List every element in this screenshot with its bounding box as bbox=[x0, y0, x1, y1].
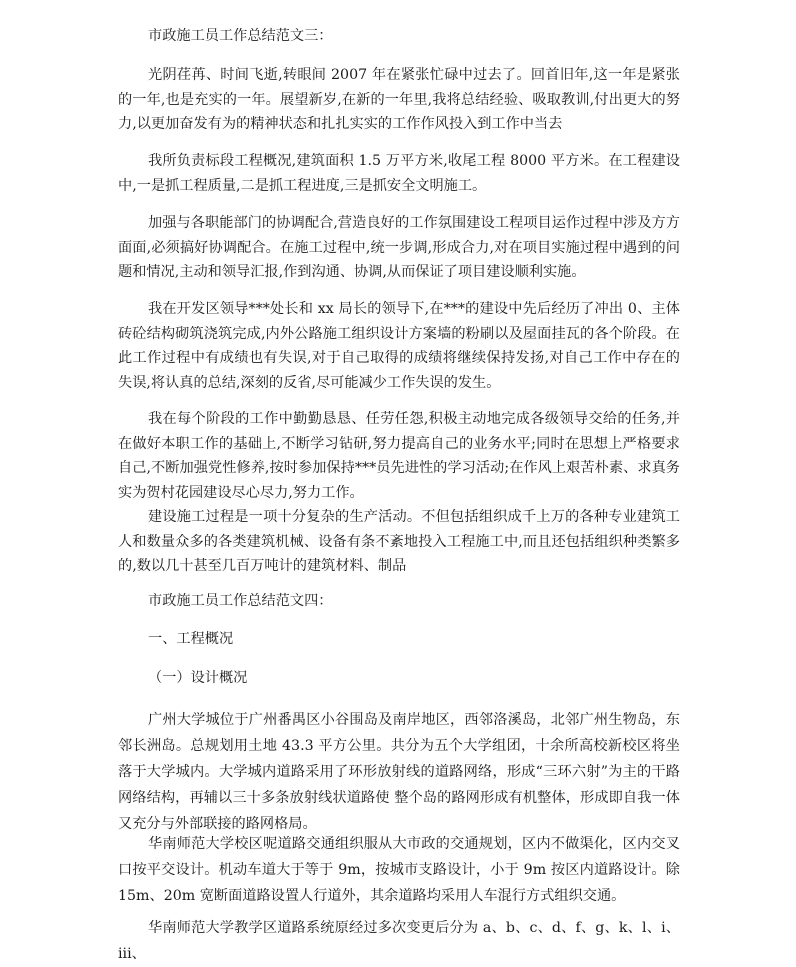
paragraph-5: 我在每个阶段的工作中勤勤恳恳、任劳任怨,积极主动地完成各级领导交给的任务,并在做好本职工作的基础上,不断学习钻研,努力提高自己的业务水平;同时在思想上严格要求自己,不断加强党性修养,按时参加保持***员先进性的学习活动;在作风上艰苦朴素、求真务实为贺村花园建设尽心尽力,努力工作。 bbox=[118, 411, 680, 501]
paragraph-8: 华南师范大学校区呢道路交通组织服从大市政的交通规划，区内不做渠化，区内交叉口按平交设计。机动车道大于等于 9m，按城市支路设计，小于 9m 按区内道路设计。除 15m、20m 宽断面道路设置人行道外，其余道路均采用人车混行方式组织交通。 bbox=[118, 836, 680, 904]
paragraph-9: 华南师范大学教学区道路系统原经过多次变更后分为 a、b、c、d、f、g、k、l、i、iii、 bbox=[118, 920, 680, 962]
paragraph-1: 光阴荏苒、时间飞逝,转眼间 2007 年在紧张忙碌中过去了。回首旧年,这一年是紧张的一年,也是充实的一年。展望新岁,在新的一年里,我将总结经验、吸取教训,付出更大的努力,以更加奋发有为的精神状态和扎扎实实的工作作风投入到工作中当去 bbox=[118, 67, 680, 132]
paragraph-3: 加强与各职能部门的协调配合,营造良好的工作氛围建设工程项目运作过程中涉及方方面面,必须搞好协调配合。在施工过程中,统一步调,形成合力,对在项目实施过程中遇到的问题和情况,主动和领导汇报,作到沟通、协调,从而保证了项目建设顺利实施。 bbox=[118, 215, 680, 280]
paragraph-4: 我在开发区领导***处长和 xx 局长的领导下,在***的建设中先后经历了冲出 0、主体砖砼结构砌筑浇筑完成,内外公路施工组织设计方案墙的粉刷以及屋面挂瓦的各个阶段。在此工作过程中有成绩也有失误,对于自己取得的成绩将继续保持发扬,对自己工作中存在的失误,将认真的总结,深刻的反省,尽可能减少工作失误的发生。 bbox=[118, 301, 680, 391]
section-heading-3: 市政施工员工作总结范文三： bbox=[148, 28, 333, 44]
paragraph-7: 广州大学城位于广州番禺区小谷围岛及南岸地区，西邻洛溪岛，北邻广州生物岛，东邻长洲岛。总规划用土地 43.3 平方公里。共分为五个大学组团，十余所高校新校区将坐落于大学城内。大学城内道路采用了环形放射线的道路网络，形成“三环六射”为主的干路网络结构，再辅以三十多条放射线状道路使 整个岛的路网形成有机整体，形成即自我一体又充分与外部联接的路网格局。 bbox=[118, 712, 680, 832]
paragraph-2: 我所负责标段工程概况,建筑面积 1.5 万平方米,收尾工程 8000 平方米。在工程建设中,一是抓工程质量,二是抓工程进度,三是抓安全文明施工。 bbox=[118, 153, 680, 194]
paragraph-6: 建设施工过程是一项十分复杂的生产活动。不但包括组织成千上万的各种专业建筑工人和数量众多的各类建筑机械、设备有条不紊地投入工程施工中,而且还包括组织种类繁多的,数以几十甚至几百万吨计的建筑材料、制品 bbox=[118, 509, 680, 574]
subheading-design-overview: （一）设计概况 bbox=[148, 670, 248, 686]
section-heading-4: 市政施工员工作总结范文四： bbox=[148, 593, 333, 609]
subheading-engineering-overview: 一、工程概况 bbox=[148, 631, 234, 647]
